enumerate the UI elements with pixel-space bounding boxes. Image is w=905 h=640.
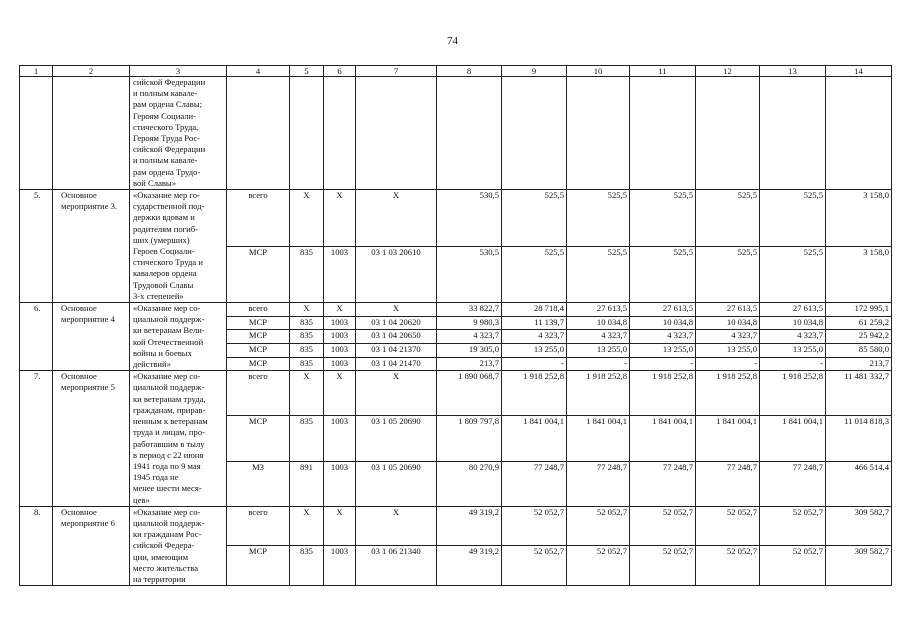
value-cell: 530,5	[437, 190, 502, 247]
value-cell: МСР	[227, 546, 290, 586]
value-cell: -	[760, 357, 826, 371]
activity-name: Основное мероприятие 4	[53, 303, 130, 371]
name-cell	[53, 77, 130, 190]
column-header: 4	[227, 66, 290, 77]
value-cell: 03 1 04 20620	[356, 316, 437, 330]
value-cell: 27 613,5	[760, 303, 826, 317]
table-row	[20, 506, 892, 546]
value-cell: 1003	[324, 357, 356, 371]
value-cell: 03 1 05 20690	[356, 416, 437, 461]
value-cell: 19 305,0	[437, 343, 502, 357]
empty-cell	[826, 77, 892, 190]
value-cell: 835	[290, 357, 324, 371]
row-index: 8.	[20, 506, 53, 585]
value-cell: 11 481 332,7	[826, 371, 892, 416]
value-cell: 52 052,7	[760, 506, 826, 546]
value-cell: 52 052,7	[567, 506, 630, 546]
value-cell: 1 918 252,8	[630, 371, 696, 416]
value-cell: 835	[290, 330, 324, 344]
value-cell: 4 323,7	[630, 330, 696, 344]
value-cell: 13 255,0	[630, 343, 696, 357]
value-cell: 1 841 004,1	[630, 416, 696, 461]
column-header: 10	[567, 66, 630, 77]
value-cell: 52 052,7	[630, 506, 696, 546]
column-header: 3	[130, 66, 227, 77]
value-cell: 4 323,7	[696, 330, 760, 344]
value-cell: X	[324, 506, 356, 546]
value-cell: 1 841 004,1	[760, 416, 826, 461]
value-cell: 1 841 004,1	[696, 416, 760, 461]
empty-cell	[324, 77, 356, 190]
column-header: 8	[437, 66, 502, 77]
value-cell: 77 248,7	[696, 461, 760, 506]
value-cell: 1 918 252,8	[696, 371, 760, 416]
empty-cell	[502, 77, 567, 190]
column-header: 12	[696, 66, 760, 77]
empty-cell	[227, 77, 290, 190]
value-cell: 525,5	[760, 246, 826, 303]
value-cell: 52 052,7	[760, 546, 826, 586]
value-cell: 1003	[324, 330, 356, 344]
empty-cell	[290, 77, 324, 190]
value-cell: 525,5	[567, 190, 630, 247]
empty-cell	[760, 77, 826, 190]
value-cell: X	[356, 190, 437, 247]
value-cell: -	[502, 357, 567, 371]
value-cell: 525,5	[630, 246, 696, 303]
table-row	[20, 303, 892, 317]
value-cell: 4 323,7	[760, 330, 826, 344]
value-cell: 213,7	[826, 357, 892, 371]
value-cell: 4 323,7	[567, 330, 630, 344]
value-cell: 525,5	[567, 246, 630, 303]
value-cell: 525,5	[696, 190, 760, 247]
column-header: 6	[324, 66, 356, 77]
value-cell: 27 613,5	[630, 303, 696, 317]
value-cell: 1003	[324, 461, 356, 506]
value-cell: 525,5	[696, 246, 760, 303]
value-cell: 28 718,4	[502, 303, 567, 317]
empty-cell	[696, 77, 760, 190]
value-cell: 03 1 06 21340	[356, 546, 437, 586]
value-cell: 10 034,8	[630, 316, 696, 330]
row-index: 6.	[20, 303, 53, 371]
value-cell: 9 980,3	[437, 316, 502, 330]
value-cell: 835	[290, 246, 324, 303]
value-cell: 530,5	[437, 246, 502, 303]
value-cell: 1 841 004,1	[502, 416, 567, 461]
value-cell: 52 052,7	[630, 546, 696, 586]
table-row	[20, 371, 892, 416]
value-cell: X	[324, 371, 356, 416]
activity-name: Основное мероприятие 5	[53, 371, 130, 506]
value-cell: МСР	[227, 330, 290, 344]
activity-description: «Оказание мер го- сударственной под- держки вдовам и родителям погиб- ших (умерших) Героев Социали- стического Труда и кавалеров ордена Трудовой Славы 3-х степеней»	[130, 190, 227, 303]
value-cell: 77 248,7	[502, 461, 567, 506]
value-cell: 835	[290, 316, 324, 330]
value-cell: 52 052,7	[502, 546, 567, 586]
row-index: 5.	[20, 190, 53, 303]
value-cell: 49 319,2	[437, 546, 502, 586]
table-row	[20, 190, 892, 247]
value-cell: 61 259,2	[826, 316, 892, 330]
column-header: 1	[20, 66, 53, 77]
activity-description: «Оказание мер со- циальной поддерж- ки ветеранам Вели- кой Отечественной войны и боевых действий»	[130, 303, 227, 371]
value-cell: 4 323,7	[502, 330, 567, 344]
value-cell: X	[290, 371, 324, 416]
value-cell: -	[696, 357, 760, 371]
continuation-row	[20, 77, 892, 190]
value-cell: 10 034,8	[760, 316, 826, 330]
value-cell: 52 052,7	[502, 506, 567, 546]
value-cell: 77 248,7	[760, 461, 826, 506]
value-cell: 525,5	[502, 246, 567, 303]
value-cell: 03 1 04 20650	[356, 330, 437, 344]
index-cell	[20, 77, 53, 190]
empty-cell	[630, 77, 696, 190]
activity-name: Основное мероприятие 6	[53, 506, 130, 585]
value-cell: МСР	[227, 246, 290, 303]
row-index: 7.	[20, 371, 53, 506]
value-cell: 52 052,7	[696, 546, 760, 586]
value-cell: X	[324, 303, 356, 317]
value-cell: 1003	[324, 546, 356, 586]
value-cell: 52 052,7	[696, 506, 760, 546]
value-cell: X	[356, 506, 437, 546]
value-cell: X	[356, 303, 437, 317]
value-cell: всего	[227, 190, 290, 247]
column-header: 7	[356, 66, 437, 77]
value-cell: 11 014 818,3	[826, 416, 892, 461]
value-cell: 835	[290, 343, 324, 357]
value-cell: 03 1 04 21470	[356, 357, 437, 371]
value-cell: 891	[290, 461, 324, 506]
value-cell: 10 034,8	[567, 316, 630, 330]
value-cell: всего	[227, 303, 290, 317]
value-cell: 213,7	[437, 357, 502, 371]
value-cell: 309 582,7	[826, 546, 892, 586]
column-header: 11	[630, 66, 696, 77]
value-cell: 1 918 252,8	[502, 371, 567, 416]
activity-description: «Оказание мер со- циальной поддерж- ки гражданам Рос- сийской Федера- ции, имеющим место жительства на территории	[130, 506, 227, 585]
value-cell: 49 319,2	[437, 506, 502, 546]
value-cell: 172 995,1	[826, 303, 892, 317]
value-cell: 525,5	[630, 190, 696, 247]
value-cell: 3 158,0	[826, 246, 892, 303]
value-cell: 11 139,7	[502, 316, 567, 330]
value-cell: 3 158,0	[826, 190, 892, 247]
value-cell: 835	[290, 416, 324, 461]
activity-name: Основное мероприятие 3.	[53, 190, 130, 303]
value-cell: 835	[290, 546, 324, 586]
value-cell: 309 582,7	[826, 506, 892, 546]
value-cell: 27 613,5	[696, 303, 760, 317]
value-cell: МСР	[227, 416, 290, 461]
page-number: 74	[447, 35, 458, 47]
value-cell: МСР	[227, 357, 290, 371]
value-cell: 1 890 068,7	[437, 371, 502, 416]
budget-table	[19, 65, 892, 586]
header-row	[20, 66, 892, 77]
value-cell: 85 580,0	[826, 343, 892, 357]
value-cell: 13 255,0	[502, 343, 567, 357]
value-cell: 77 248,7	[630, 461, 696, 506]
value-cell: 1 918 252,8	[760, 371, 826, 416]
value-cell: 80 270,9	[437, 461, 502, 506]
value-cell: всего	[227, 506, 290, 546]
value-cell: 1003	[324, 416, 356, 461]
value-cell: 1 918 252,8	[567, 371, 630, 416]
value-cell: 4 323,7	[437, 330, 502, 344]
value-cell: 1 809 797,8	[437, 416, 502, 461]
value-cell: X	[290, 303, 324, 317]
value-cell: 33 822,7	[437, 303, 502, 317]
value-cell: 03 1 03 20610	[356, 246, 437, 303]
value-cell: 1003	[324, 246, 356, 303]
value-cell: 52 052,7	[567, 546, 630, 586]
column-header: 14	[826, 66, 892, 77]
value-cell: X	[324, 190, 356, 247]
empty-cell	[356, 77, 437, 190]
value-cell: -	[630, 357, 696, 371]
value-cell: X	[290, 190, 324, 247]
value-cell: 1 841 004,1	[567, 416, 630, 461]
value-cell: -	[567, 357, 630, 371]
value-cell: 77 248,7	[567, 461, 630, 506]
value-cell: МСР	[227, 343, 290, 357]
value-cell: 466 514,4	[826, 461, 892, 506]
value-cell: X	[290, 506, 324, 546]
value-cell: 03 1 04 21370	[356, 343, 437, 357]
activity-description: «Оказание мер со- циальной поддерж- ки ветеранам труда, гражданам, прирав- ненным к ветеранам труда и лицам, про- работавшим в тылу в период с 22 июня 1941 года по 9 мая 1945 года не менее шести меся- цев»	[130, 371, 227, 506]
value-cell: 525,5	[760, 190, 826, 247]
value-cell: 525,5	[502, 190, 567, 247]
column-header: 9	[502, 66, 567, 77]
value-cell: 13 255,0	[760, 343, 826, 357]
column-header: 2	[53, 66, 130, 77]
value-cell: всего	[227, 371, 290, 416]
value-cell: 25 942,2	[826, 330, 892, 344]
value-cell: 1003	[324, 343, 356, 357]
value-cell: МСР	[227, 316, 290, 330]
value-cell: 03 1 05 20690	[356, 461, 437, 506]
value-cell: 13 255,0	[696, 343, 760, 357]
value-cell: 27 613,5	[567, 303, 630, 317]
value-cell: МЗ	[227, 461, 290, 506]
column-header: 5	[290, 66, 324, 77]
description-cell: сийской Федерации и полным кавале- рам ордена Славы; Героям Социали- стического Труда, Героям Труда Рос- сийской Федерации и полным кавале- рам ордена Трудо- вой Славы»	[130, 77, 227, 190]
value-cell: 13 255,0	[567, 343, 630, 357]
empty-cell	[567, 77, 630, 190]
value-cell: 10 034,8	[696, 316, 760, 330]
value-cell: X	[356, 371, 437, 416]
empty-cell	[437, 77, 502, 190]
column-header: 13	[760, 66, 826, 77]
value-cell: 1003	[324, 316, 356, 330]
